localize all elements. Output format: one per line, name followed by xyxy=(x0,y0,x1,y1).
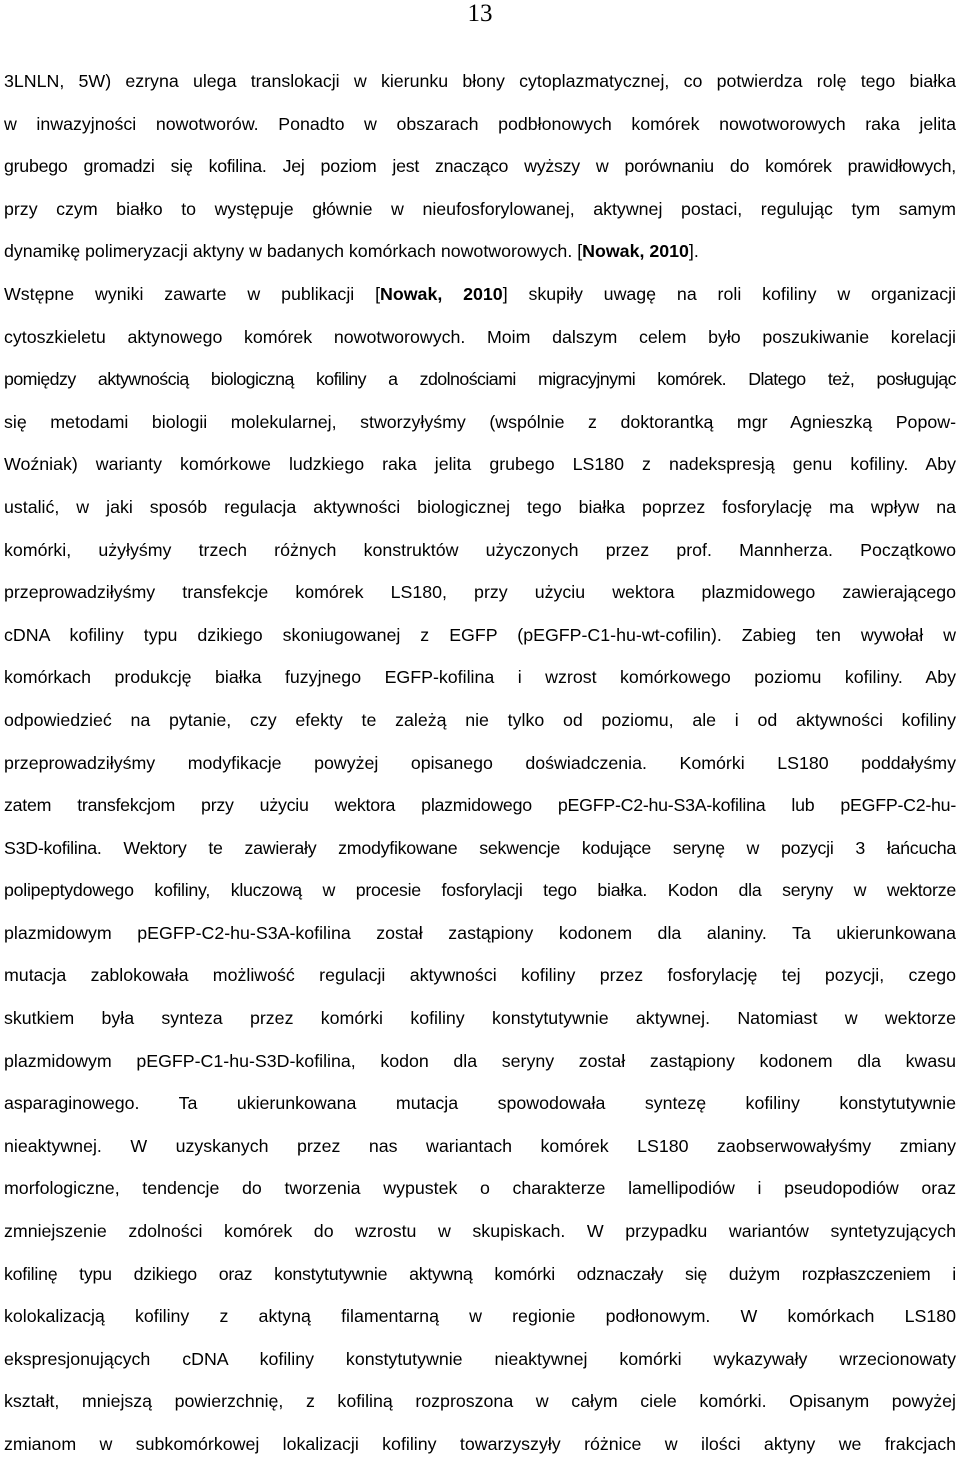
text-line xyxy=(4,273,956,316)
text-line: odpowiedzieć na pytanie, czy efekty te zależą nie tylko od poziomu, ale i od aktywności kofiliny xyxy=(4,709,956,730)
text-line-part: ] skupiły uwagę na roli kofiliny w organizacji xyxy=(502,283,957,304)
text-line: nieaktywnej. W uzyskanych przez nas wariantach komórek LS180 zaobserwowałyśmy zmiany xyxy=(4,1135,956,1156)
text-line: przy czym białko to występuje głównie w nieufosforylowanej, aktywnej postaci, regulując tym samym xyxy=(4,198,956,219)
citation: Nowak, 2010 xyxy=(582,241,689,262)
text-line: ekspresjonujących cDNA kofiliny konstytutywnie nieaktywnej komórki wykazywały wrzecionowaty xyxy=(4,1348,956,1369)
text-line: 3LNLN, 5W) ezryna ulega translokacji w kierunku błony cytoplazmatycznej, co potwierdza rolę tego białka xyxy=(4,71,956,91)
text-line: morfologiczne, tendencje do tworzenia wypustek o charakterze lamellipodiów i pseudopodiów oraz xyxy=(4,1178,956,1199)
text-line: cDNA kofiliny typu dzikiego skoniugowanej z EGFP (pEGFP-C1-hu-wt-cofilin). Zabieg ten wywołał w xyxy=(4,624,956,645)
text-line-part: dynamikę polimeryzacji aktyny w badanych komórkach nowotworowych. [ xyxy=(4,241,583,262)
text-line: S3D-kofilina. Wektory te zawierały zmodyfikowane sekwencje kodujące serynę w pozycji 3 łańcucha xyxy=(4,837,956,858)
text-line-part: Wstępne wyniki zawarte w publikacji [ xyxy=(4,283,381,304)
text-line xyxy=(4,230,956,273)
text-line: w inwazyjności nowotworów. Ponadto w obszarach podbłonowych komórek nowotworowych raka jelita xyxy=(4,113,956,134)
text-line: grubego gromadzi się kofilina. Jej poziom jest znacząco wyższy w porównaniu do komórek prawidłowych, xyxy=(4,156,956,177)
text-line: polipeptydowego kofiliny, kluczową w procesie fosforylacji tego białka. Kodon dla seryny w wektorze xyxy=(4,880,956,901)
text-line: przeprowadziłyśmy modyfikacje powyżej opisanego doświadczenia. Komórki LS180 poddałyśmy xyxy=(4,752,956,773)
text-line: przeprowadziłyśmy transfekcje komórek LS180, przy użyciu wektora plazmidowego zawierającego xyxy=(4,582,956,603)
page-number: 13 xyxy=(467,0,493,27)
text-line: kształt, mniejszą powierzchnię, z kofiliną rozproszona w całym ciele komórki. Opisanym powyżej xyxy=(4,1391,956,1412)
text-line: plazmidowym pEGFP-C2-hu-S3A-kofilina został zastąpiony kodonem dla alaniny. Ta ukierunkowana xyxy=(4,922,956,943)
text-line: skutkiem była synteza przez komórki kofiliny konstytutywnie aktywnej. Natomiast w wektorze xyxy=(4,1008,956,1029)
text-line-part: ]. xyxy=(688,241,699,262)
text-line: cytoszkieletu aktynowego komórek nowotworowych. Moim dalszym celem było poszukiwanie korelacji xyxy=(4,326,956,347)
text-line: zmniejszenie zdolności komórek do wzrostu w skupiskach. W przypadku wariantów syntetyzujących xyxy=(4,1221,956,1242)
text-line: kolokalizacją kofiliny z aktyną filamentarną w regionie podłonowym. W komórkach LS180 xyxy=(4,1306,956,1327)
text-line: zatem transfekcjom przy użyciu wektora plazmidowego pEGFP-C2-hu-S3A-kofilina lub pEGFP-C2-hu- xyxy=(4,795,956,816)
text-line: komórki, użyłyśmy trzech różnych konstruktów użyczonych przez prof. Mannherza. Początkowo xyxy=(4,539,956,560)
text-line: asparaginowego. Ta ukierunkowana mutacja spowodowała syntezę kofiliny konstytutywnie xyxy=(4,1093,956,1114)
body-paragraph xyxy=(4,60,956,1466)
text-line: komórkach produkcję białka fuzyjnego EGFP-kofilina i wzrost komórkowego poziomu kofiliny. Aby xyxy=(4,667,956,688)
text-line: mutacja zablokowała możliwość regulacji aktywności kofiliny przez fosforylację tej pozycji, czego xyxy=(4,965,956,986)
text-line: Woźniak) warianty komórkowe ludzkiego raka jelita grubego LS180 z nadekspresją genu kofiliny. Aby xyxy=(4,454,956,475)
text-line: zmianom w subkomórkowej lokalizacji kofiliny towarzyszyły różnice w ilości aktyny we frakcjach xyxy=(4,1434,956,1454)
text-line: się metodami biologii molekularnej, stworzyłyśmy (wspólnie z doktorantką mgr Agnieszką Popow- xyxy=(4,411,956,432)
text-line: ustalić, w jaki sposób regulacja aktywności biologicznej tego białka poprzez fosforylację ma wpływ na xyxy=(4,496,956,517)
text-line: plazmidowym pEGFP-C1-hu-S3D-kofilina, kodon dla seryny został zastąpiony kodonem dla kwasu xyxy=(4,1050,956,1071)
text-line: kofilinę typu dzikiego oraz konstytutywnie aktywną komórki odznaczały się dużym rozpłaszczeniem i xyxy=(4,1263,956,1284)
citation: Nowak, 2010 xyxy=(380,283,503,304)
text-line: pomiędzy aktywnością biologiczną kofiliny a zdolnościami migracyjnymi komórek. Dlatego też, posługując xyxy=(4,369,956,390)
